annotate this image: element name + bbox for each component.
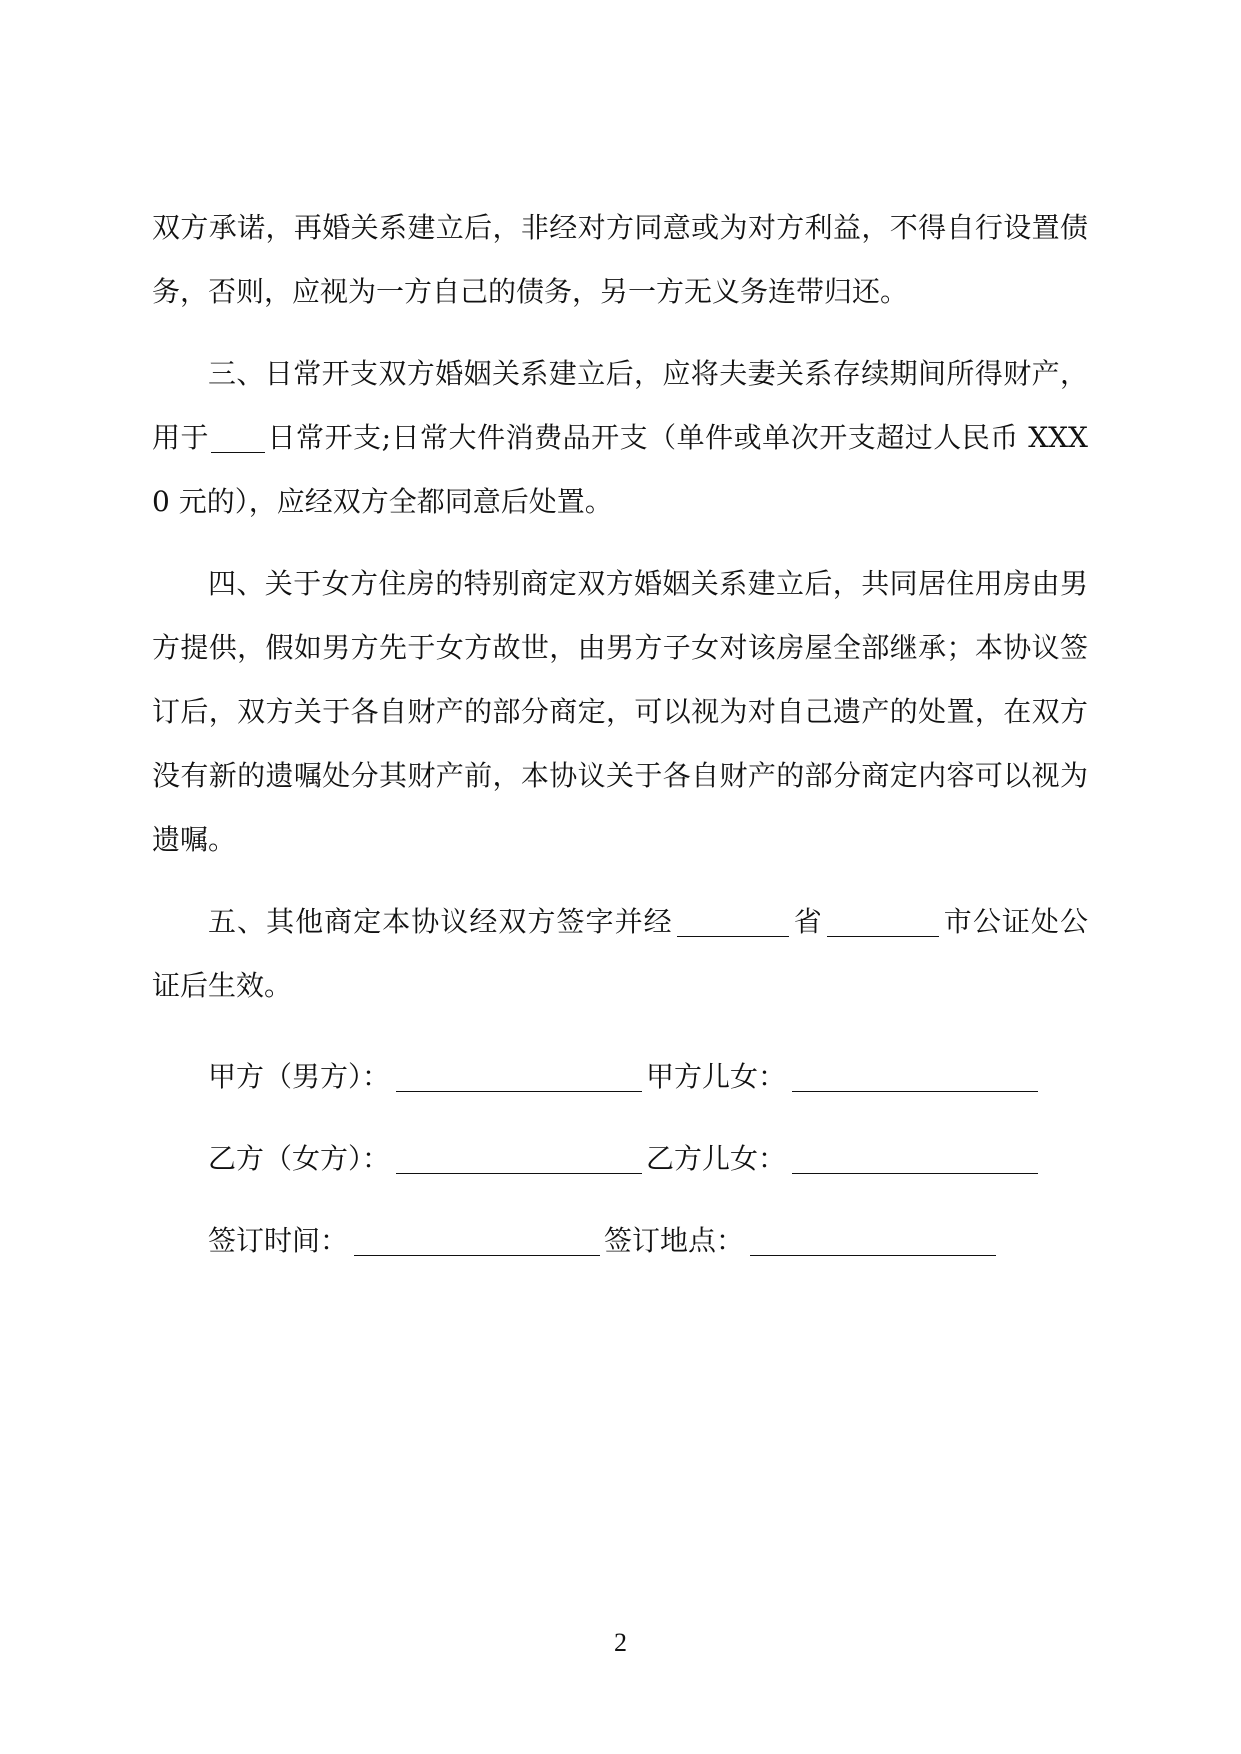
party-a-children-blank	[792, 1063, 1038, 1092]
party-a-blank	[396, 1063, 642, 1092]
paragraph-other-agreements	[152, 890, 1088, 1018]
city-blank	[827, 908, 939, 937]
paragraph-other-agreements-text-2: 省	[792, 905, 823, 938]
signature-line-party-b	[152, 1118, 1088, 1200]
paragraph-debt-commitment-text: 双方承诺，再婚关系建立后，非经对方同意或为对方利益，不得自行设置债务，否则，应视为一方自己的债务，另一方无义务连带归还。	[152, 211, 1088, 308]
party-a-label: 甲方（男方）：	[208, 1060, 391, 1093]
paragraph-daily-expenses-text-1: 三、日常开支双方婚姻关系建立后，应将夫妻关系存续期间所得财产，用于	[152, 357, 1088, 454]
document-body	[152, 196, 1088, 1282]
party-b-children-blank	[792, 1145, 1038, 1174]
paragraph-housing-agreement-text: 四、关于女方住房的特别商定双方婚姻关系建立后，共同居住用房由男方提供，假如男方先于女方故世，由男方子女对该房屋全部继承；本协议签订后，双方关于各自财产的部分商定，可以视为对自己遗产的处置，在双方没有新的遗嘱处分其财产前，本协议关于各自财产的部分商定内容可以视为遗嘱。	[152, 567, 1088, 856]
paragraph-daily-expenses	[152, 342, 1088, 534]
signature-block	[152, 1036, 1088, 1282]
province-blank	[677, 908, 789, 937]
paragraph-other-agreements-text-3: 市公证处公证后生效。	[152, 905, 1088, 1002]
party-b-label: 乙方（女方）：	[208, 1142, 391, 1175]
paragraph-other-agreements-text-1: 五、其他商定本协议经双方签字并经	[208, 905, 673, 938]
party-b-children-label: 乙方儿女：	[646, 1142, 787, 1175]
signature-line-party-a	[152, 1036, 1088, 1118]
sign-time-label: 签订时间：	[208, 1224, 349, 1257]
paragraph-housing-agreement	[152, 552, 1088, 872]
signature-line-time-place	[152, 1200, 1088, 1282]
party-b-blank	[396, 1145, 642, 1174]
paragraph-daily-expenses-text-2: 日常开支;日常大件消费品开支（单件或单次开支超过人民币 XXX0 元的），应经双方全都同意后处置。	[152, 421, 1088, 518]
page-number: 2	[614, 1628, 627, 1657]
party-a-children-label: 甲方儿女：	[646, 1060, 787, 1093]
daily-expenses-blank	[211, 424, 265, 453]
sign-place-label: 签订地点：	[604, 1224, 745, 1257]
sign-place-blank	[750, 1227, 996, 1256]
sign-time-blank	[354, 1227, 600, 1256]
paragraph-debt-commitment	[152, 196, 1088, 324]
